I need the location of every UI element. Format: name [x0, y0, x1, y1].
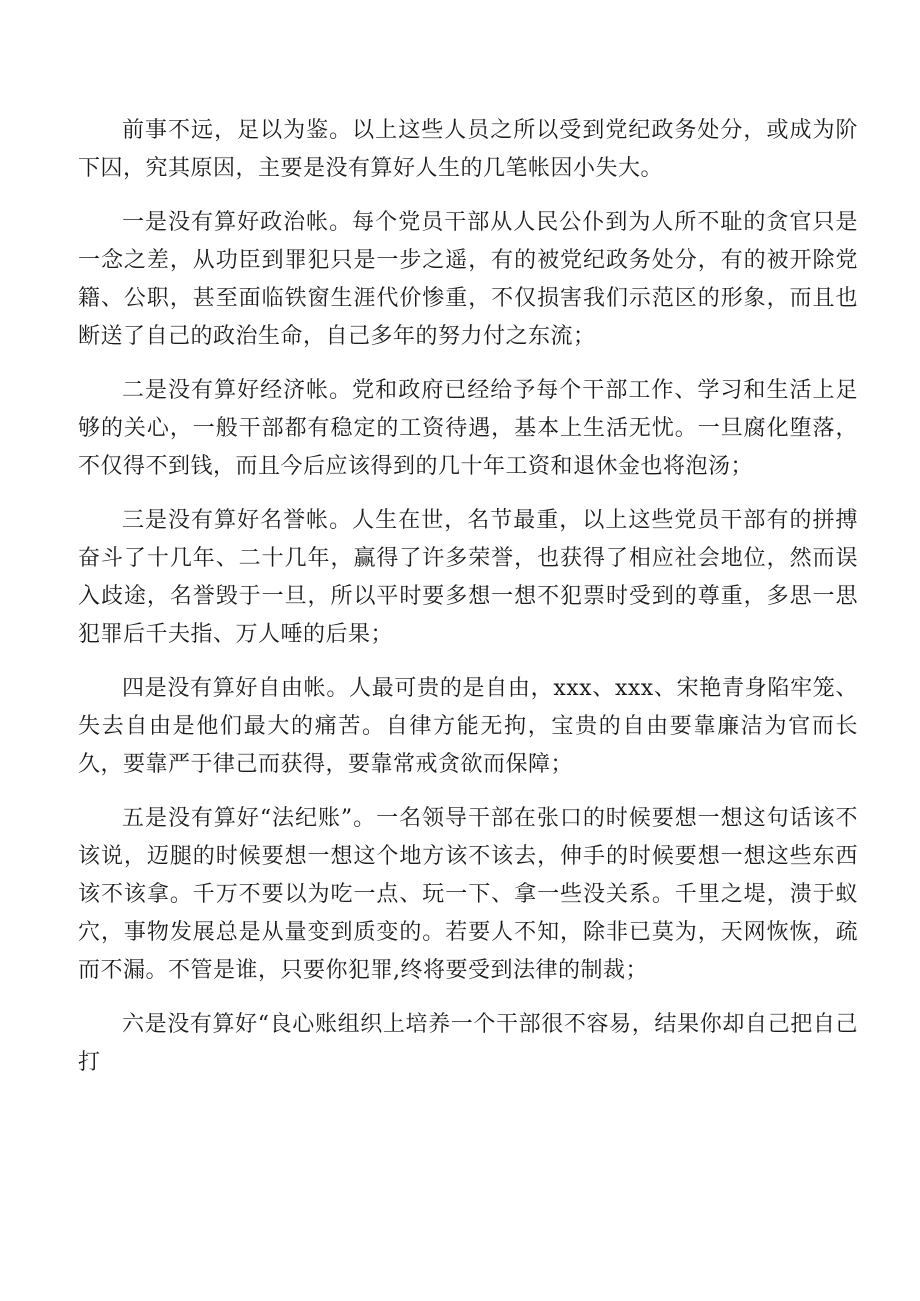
- paragraph-conscience-account: 六是没有算好“良心账组织上培养一个干部很不容易，结果你却自己把自己打: [78, 1012, 858, 1075]
- paragraph-reputation-account: 三是没有算好名誉帐。人生在世，名节最重，以上这些党员干部有的拼搏奋斗了十几年、二十几年，赢得了许多荣誉，也获得了相应社会地位，然而误入歧途，名誉毁于一旦，所以平时要多想一想不犯票时受到的尊重，多思一思犯罪后千夫指、万人唾的后果；: [78, 508, 858, 647]
- paragraph-economic-account: 二是没有算好经济帐。党和政府已经给予每个干部工作、学习和生活上足够的关心，一般干部都有稳定的工资待遇，基本上生活无忧。一旦腐化堕落，不仅得不到钱，而且今后应该得到的几十年工资和退休金也将泡汤；: [78, 378, 858, 479]
- document-body: [78, 112, 858, 1098]
- paragraph-political-account: 一是没有算好政治帐。每个党员干部从人民公仆到为人所不耻的贪官只是一念之差，从功臣到罪犯只是一步之遥，有的被党纪政务处分，有的被开除党籍、公职，甚至面临铁窗生涯代价惨重，不仅损害我们示范区的形象，而且也断送了自己的政治生命，自己多年的努力付之东流；: [78, 210, 858, 349]
- paragraph-freedom-account: 四是没有算好自由帐。人最可贵的是自由，xxx、xxx、宋艳青身陷牢笼、失去自由是他们最大的痛苦。自律方能无拘，宝贵的自由要靠廉洁为官而长久，要靠严于律己而获得，要靠常戒贪欲而保障；: [78, 676, 858, 777]
- paragraph-intro: 前事不远，足以为鉴。以上这些人员之所以受到党纪政务处分，或成为阶下囚，究其原因，主要是没有算好人生的几笔帐因小失大。: [78, 118, 858, 181]
- paragraph-law-account: 五是没有算好“法纪账”。一名领导干部在张口的时候要想一想这句话该不该说，迈腿的时候要想一想这个地方该不该去，伸手的时候要想一想这些东西该不该拿。千万不要以为吃一点、玩一下、拿一些没关系。千里之堤，溃于蚁穴，事物发展总是从量变到质变的。若要人不知，除非已莫为，天网恢恢，疏而不漏。不管是谁，只要你犯罪,终将要受到法律的制裁；: [78, 806, 858, 983]
